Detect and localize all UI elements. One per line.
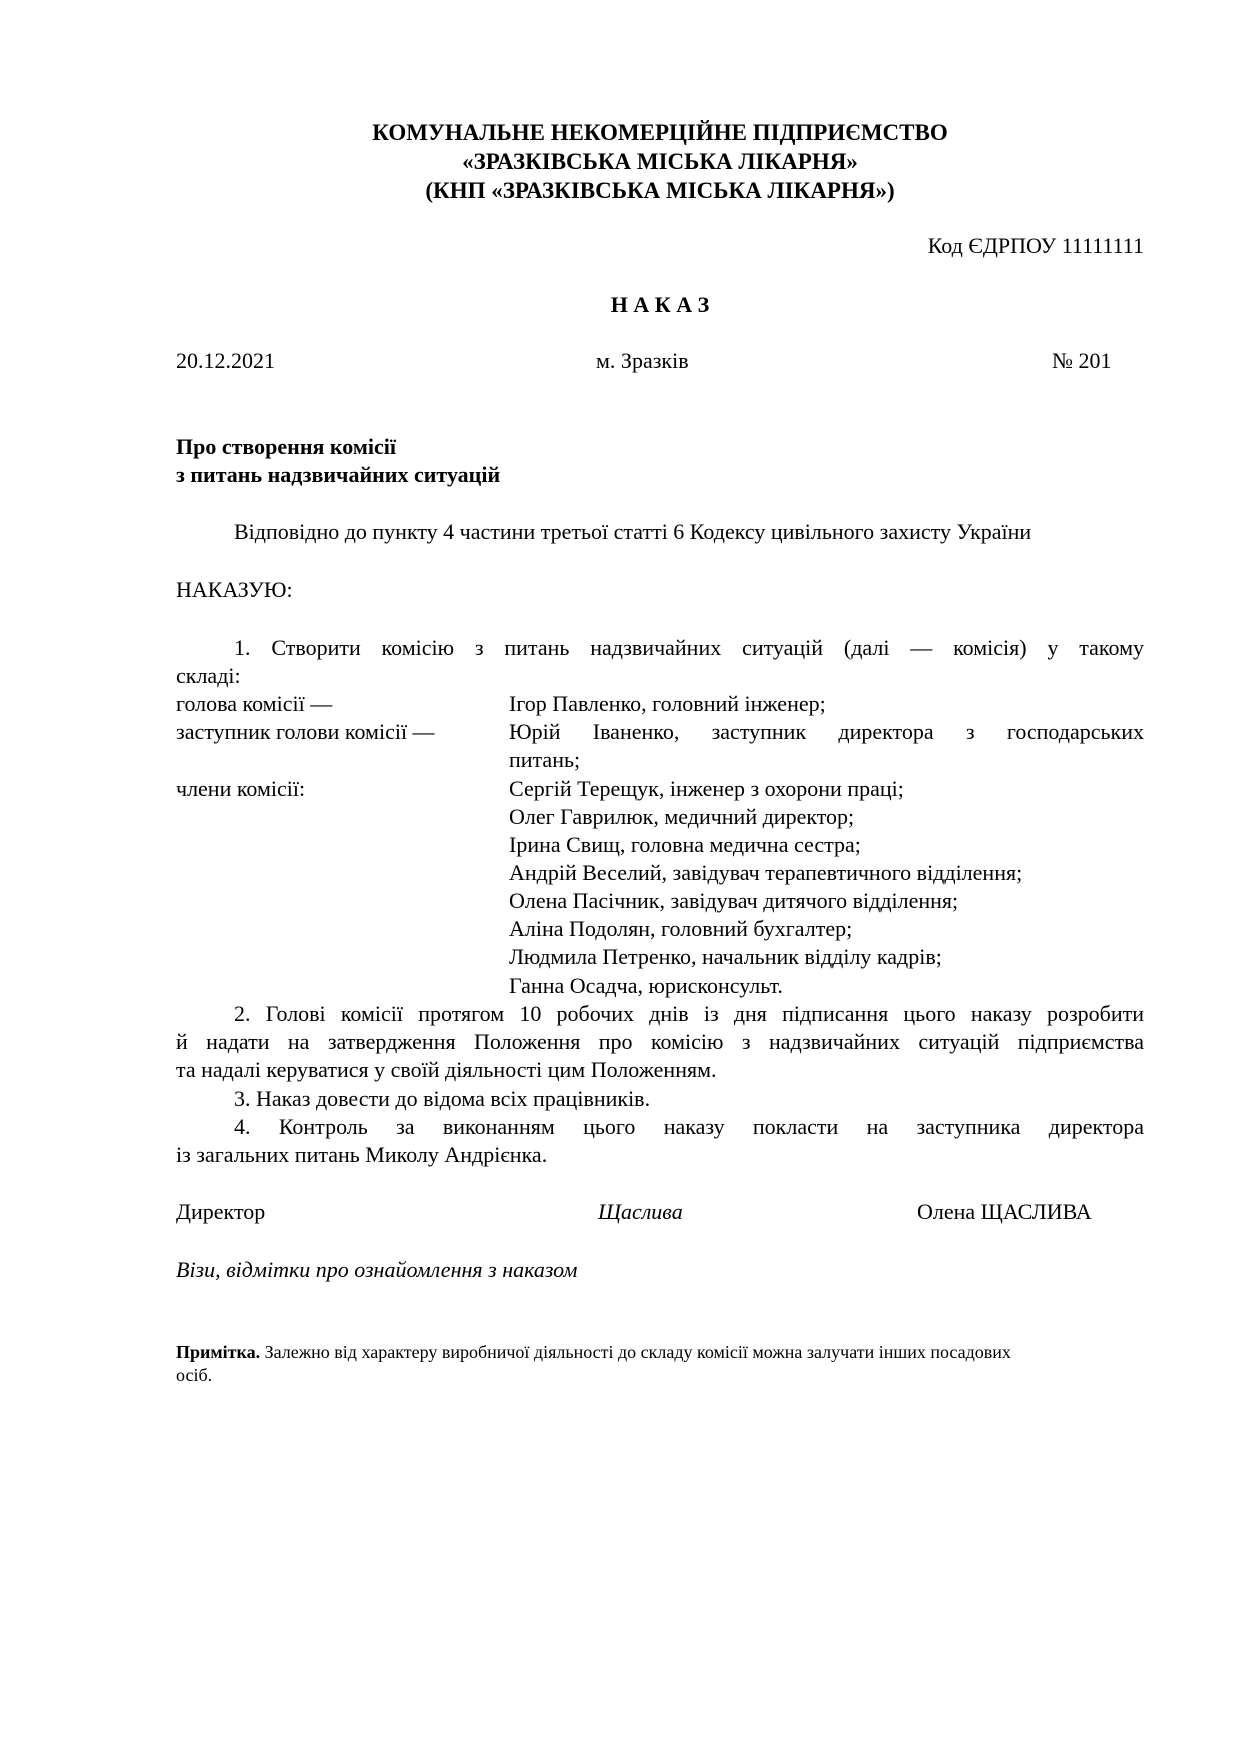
member-item: Ганна Осадча, юрисконсульт. bbox=[509, 973, 783, 998]
item-3: 3. Наказ довести до відома всіх працівників. bbox=[234, 1086, 651, 1111]
note-text: Залежно від характеру виробничої діяльності до складу комісії можна залучати інших посадових bbox=[264, 1342, 1011, 1362]
member-item: Ірина Свищ, головна медична сестра; bbox=[509, 832, 861, 857]
org-short-name: (КНП «ЗРАЗКІВСЬКА МІСЬКА ЛІКАРНЯ») bbox=[425, 178, 895, 203]
subject-line-1: Про створення комісії bbox=[176, 434, 396, 459]
member-item: Олена Пасічник, завідувач дитячого відділення; bbox=[509, 888, 959, 913]
item-2-line-3: та надалі керуватися у своїй діяльності цим Положенням. bbox=[176, 1057, 717, 1082]
item-1-line-2: складі: bbox=[176, 663, 241, 688]
visas-note: Візи, відмітки про ознайомлення з наказом bbox=[176, 1257, 578, 1282]
member-item: Людмила Петренко, начальник відділу кадрів; bbox=[509, 944, 942, 969]
order-word: НАКАЗУЮ: bbox=[176, 577, 293, 602]
signature: Щаслива bbox=[598, 1199, 683, 1224]
member-item: Аліна Подолян, головний бухгалтер; bbox=[509, 916, 853, 941]
signatory-position: Директор bbox=[176, 1199, 266, 1224]
note-label: Примітка. bbox=[176, 1342, 261, 1362]
signatory-name: Олена ЩАСЛИВА bbox=[917, 1199, 1092, 1224]
deputy-label: заступник голови комісії — bbox=[176, 719, 435, 744]
note-line-2: осіб. bbox=[176, 1365, 213, 1385]
head-name: Ігор Павленко, головний інженер; bbox=[509, 691, 826, 716]
item-4-line-2: із загальних питань Миколу Андрієнка. bbox=[176, 1142, 548, 1167]
order-place: м. Зразків bbox=[596, 348, 689, 373]
item-1-line-1: 1. Створити комісію з питань надзвичайних ситуацій (далі — комісія) у такому bbox=[234, 635, 1144, 660]
member-item: Андрій Веселий, завідувач терапевтичного відділення; bbox=[509, 860, 1023, 885]
org-name-line-1: КОМУНАЛЬНЕ НЕКОМЕРЦІЙНЕ ПІДПРИЄМСТВО bbox=[372, 120, 948, 145]
order-date: 20.12.2021 bbox=[176, 348, 275, 373]
member-item: Олег Гаврилюк, медичний директор; bbox=[509, 804, 855, 829]
org-name-line-2: «ЗРАЗКІВСЬКА МІСЬКА ЛІКАРНЯ» bbox=[462, 149, 858, 174]
item-4-line-1: 4. Контроль за виконанням цього наказу покласти на заступника директора bbox=[234, 1114, 1144, 1139]
subject-line-2: з питань надзвичайних ситуацій bbox=[176, 462, 501, 487]
item-2-line-2: й надати на затвердження Положення про комісію з надзвичайних ситуацій підприємства bbox=[176, 1029, 1144, 1054]
order-number: № 201 bbox=[1052, 348, 1112, 373]
item-2-line-1: 2. Голові комісії протягом 10 робочих днів із дня підписання цього наказу розробити bbox=[234, 1001, 1144, 1026]
edrpou-code: Код ЄДРПОУ 11111111 bbox=[927, 233, 1144, 258]
member-item: Сергій Терещук, інженер з охорони праці; bbox=[509, 776, 904, 801]
legal-basis: Відповідно до пункту 4 частини третьої статті 6 Кодексу цивільного захисту України bbox=[234, 519, 1032, 544]
head-label: голова комісії — bbox=[176, 691, 333, 716]
members-label: члени комісії: bbox=[176, 776, 306, 801]
note-line-1 bbox=[176, 1343, 1144, 1361]
document-type: Н А К А З bbox=[610, 292, 710, 317]
deputy-name-line-2: питань; bbox=[509, 747, 581, 772]
deputy-name-line-1: Юрій Іваненко, заступник директора з господарських bbox=[509, 719, 1144, 744]
